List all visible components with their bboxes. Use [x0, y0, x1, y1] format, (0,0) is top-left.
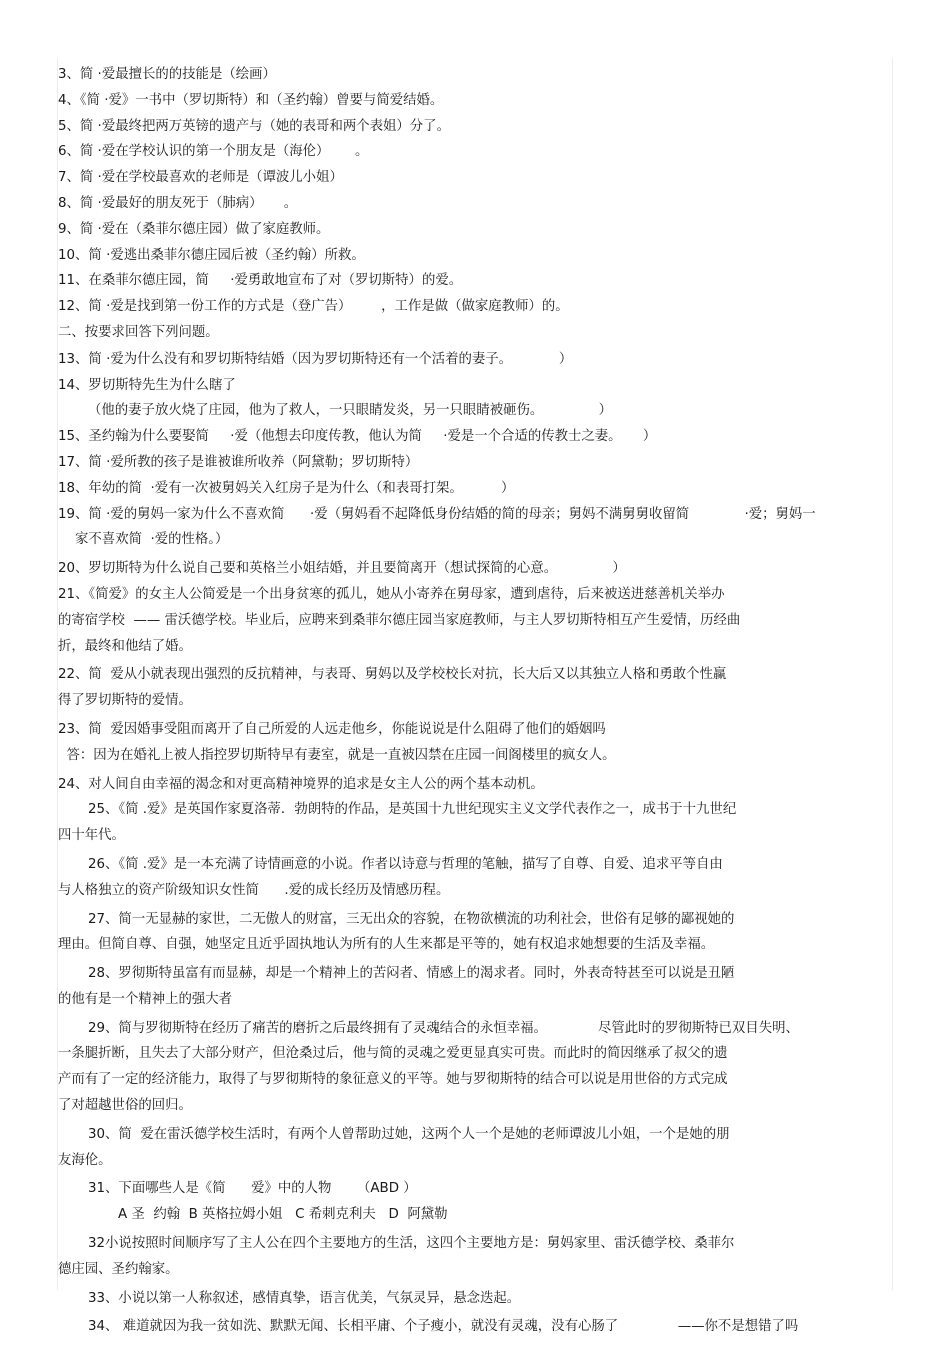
q25-line-2: 四十年代。: [58, 828, 125, 844]
q21-line-3: 折，最终和他结了婚。: [58, 638, 192, 654]
section-heading: 二、按要求回答下列问题。: [58, 324, 219, 340]
q21-line-2: 的寄宿学校 —— 雷沃德学校。毕业后，应聘来到桑菲尔德庄园当家庭教师，与主人罗切斯特相互产生爱情，历经曲: [58, 612, 741, 628]
q6-line: 6、简 ·爱在学校认识的第一个朋友是（海伦） 。: [58, 144, 369, 160]
q20-line: 20、罗切斯特为什么说自己要和英格兰小姐结婚，并且要简离开（想试探简的心意。 ）: [58, 561, 626, 577]
q30-line-1: 30、简 爱在雷沃德学校生活时，有两个人曾帮助过她，这两个人一个是她的老师谭波儿小姐，一个是她的朋: [88, 1126, 730, 1142]
q25-line-1: 25、《简 .爱》是英国作家夏洛蒂．勃朗特的作品，是英国十九世纪现实主义文学代表作之一，成书于十九世纪: [88, 802, 737, 818]
q21-line-1: 21、《简爱》的女主人公简爱是一个出身贫寒的孤儿，她从小寄养在舅母家，遭到虐待，后来被送进慈善机关举办: [58, 586, 725, 602]
q15-line: 15、圣约翰为什么要娶简 ·爱（他想去印度传教，他认为简 ·爱是一个合适的传教士之妻。 ）: [58, 429, 657, 445]
q34-line: 34、 难道就因为我一贫如洗、默默无闻、长相平庸、个子瘦小，就没有灵魂，没有心肠了 ——你不是想错了吗: [88, 1319, 799, 1335]
q26-line-2: 与人格独立的资产阶级知识女性简 .爱的成长经历及情感历程。: [58, 882, 450, 898]
q9-line: 9、简 ·爱在（桑菲尔德庄园）做了家庭教师。: [58, 221, 330, 237]
q3-line: 3、简 ·爱最擅长的的技能是（绘画）: [58, 67, 276, 82]
q13-line: 13、简 ·爱为什么没有和罗切斯特结婚（因为罗切斯特还有一个活着的妻子。 ）: [58, 351, 573, 367]
q19-line-1: 19、简 ·爱的舅妈一家为什么不喜欢简 ·爱（舅妈看不起降低身份结婚的简的母亲；舅妈不满舅舅收留简 ·爱；舅妈一: [58, 506, 816, 522]
q12-line: 12、简 ·爱是找到第一份工作的方式是（登广告） ，工作是做（做家庭教师）的。: [58, 299, 569, 315]
margin-rule-right: [892, 58, 893, 1290]
document-body: [58, 62, 890, 1340]
q29-line-1: 29、简与罗彻斯特在经历了痛苦的磨折之后最终拥有了灵魂结合的永恒幸福。 尽管此时的罗彻斯特已双目失明、: [88, 1020, 799, 1036]
q31-question: 31、下面哪些人是《简 爱》中的人物 （ABD ）: [88, 1181, 417, 1197]
q14-question: 14、罗切斯特先生为什么瞎了: [58, 377, 236, 393]
q17-line: 17、简 ·爱所教的孩子是谁被谁所收养（阿黛勒；罗切斯特）: [58, 454, 419, 470]
q28-line-2: 的他有是一个精神上的强大者: [58, 991, 233, 1007]
q26-line-1: 26、《简 .爱》是一本充满了诗情画意的小说。作者以诗意与哲理的笔触，描写了自尊、自爱、追求平等自由: [88, 856, 723, 872]
q29-line-3: 产而有了一定的经济能力，取得了与罗彻斯特的象征意义的平等。她与罗彻斯特的结合可以说是用世俗的方式完成: [58, 1072, 728, 1088]
q23-line-1: 23、简 爱因婚事受阻而离开了自己所爱的人远走他乡，你能说说是什么阻碍了他们的婚姻吗: [58, 721, 606, 737]
q33-line: 33、小说以第一人称叙述，感情真挚，语言优美，气氛灵异，悬念迭起。: [88, 1290, 521, 1306]
q29-line-4: 了对超越世俗的回归。: [58, 1098, 192, 1114]
q32-line-2: 德庄园、圣约翰家。: [58, 1261, 179, 1277]
q32-line-1: 32小说按照时间顺序写了主人公在四个主要地方的生活，这四个主要地方是：舅妈家里、雷沃德学校、桑菲尔: [88, 1236, 735, 1252]
q24-line: 24、对人间自由幸福的渴念和对更高精神境界的追求是女主人公的两个基本动机。: [58, 776, 544, 792]
q27-line-1: 27、简一无显赫的家世，二无傲人的财富，三无出众的容貌，在物欲横流的功利社会，世俗有足够的鄙视她的: [88, 911, 735, 927]
q19-line-2: 家不喜欢简 ·爱的性格。）: [58, 532, 229, 548]
q30-line-2: 友海伦。: [58, 1152, 112, 1168]
q27-line-2: 理由。但简自尊、自强，她坚定且近乎固执地认为所有的人生来都是平等的，她有权追求她想要的生活及幸福。: [58, 937, 715, 953]
q11-line: 11、在桑菲尔德庄园，简 ·爱勇敢地宣布了对（罗切斯特）的爱。: [58, 273, 463, 289]
q10-line: 10、简 ·爱逃出桑菲尔德庄园后被（圣约翰）所救。: [58, 247, 365, 263]
q22-line-2: 得了罗切斯特的爱情。: [58, 693, 192, 709]
q18-line: 18、年幼的简 ·爱有一次被舅妈关入红房子是为什么（和表哥打架。 ）: [58, 480, 515, 496]
q31-options: A 圣 约翰 B 英格拉姆小姐 C 希刺克利夫 D 阿黛勒: [118, 1207, 448, 1223]
q22-line-1: 22、简 爱从小就表现出强烈的反抗精神，与表哥、舅妈以及学校校长对抗，长大后又以其独立人格和勇敢个性赢: [58, 667, 727, 683]
q4-line: 4、《简 ·爱》一书中（罗切斯特）和（圣约翰）曾要与简爱结婚。: [58, 92, 444, 108]
q29-line-2: 一条腿折断，且失去了大部分财产，但沧桑过后，他与简的灵魂之爱更显真实可贵。而此时的简因继承了叔父的遗: [58, 1046, 728, 1062]
q14-answer: （他的妻子放火烧了庄园，他为了救人，一只眼睛发炎，另一只眼睛被砸伤。 ）: [88, 403, 613, 419]
q8-line: 8、简 ·爱最好的朋友死于（肺病） 。: [58, 195, 298, 211]
q7-line: 7、简 ·爱在学校最喜欢的老师是（谭波儿小姐）: [58, 170, 343, 186]
q28-line-1: 28、罗彻斯特虽富有而显赫，却是一个精神上的苦闷者、情感上的渴求者。同时，外表奇特甚至可以说是丑陋: [88, 966, 735, 982]
q23-answer: 答：因为在婚礼上被人指控罗切斯特早有妻室，就是一直被囚禁在庄园一间阁楼里的疯女人。: [58, 747, 616, 763]
q5-line: 5、简 ·爱最终把两万英镑的遗产与（她的表哥和两个表姐）分了。: [58, 118, 450, 134]
